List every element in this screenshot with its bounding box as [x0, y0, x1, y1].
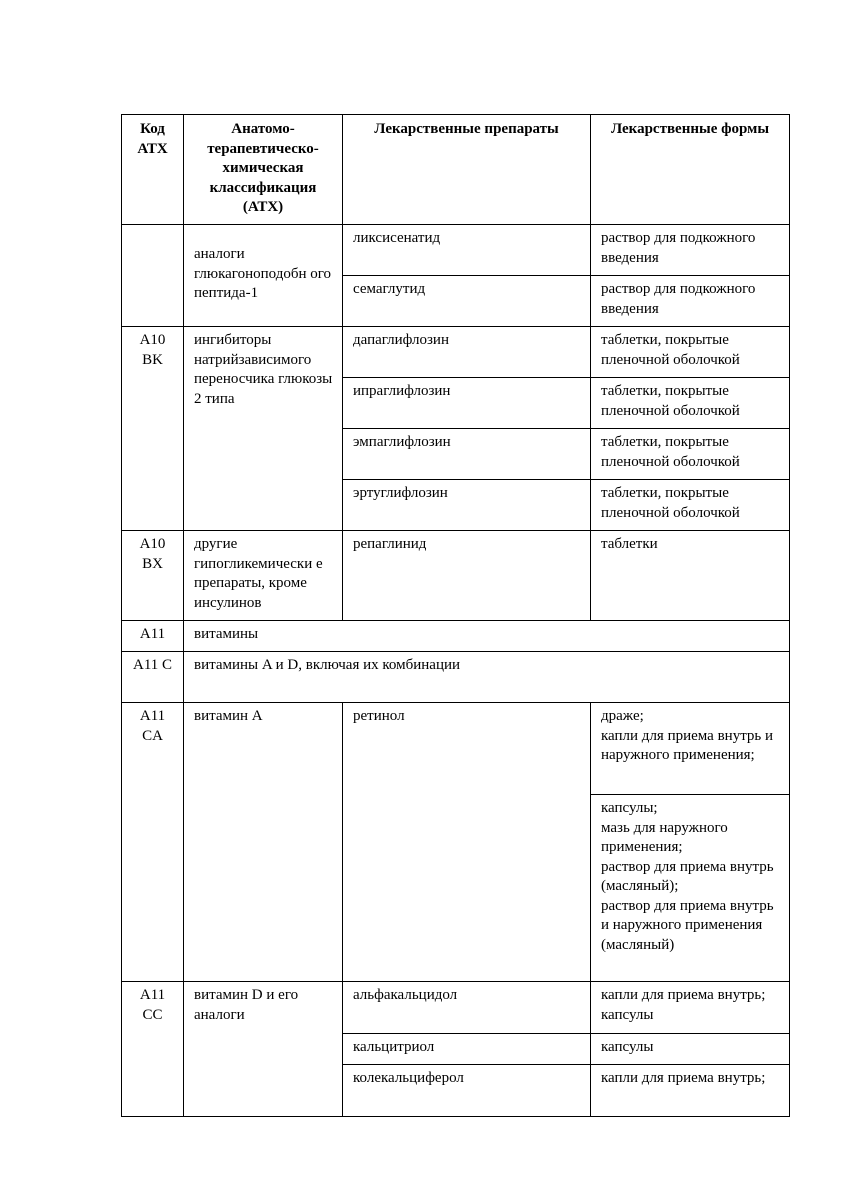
drug-name: ретинол [343, 703, 591, 982]
drug-form: таблетки, покрытые пленочной оболочкой [591, 429, 790, 480]
drug-name: колекальциферол [343, 1065, 591, 1117]
drug-form: раствор для подкожного введения [591, 276, 790, 327]
table-row [122, 225, 790, 276]
header-forms: Лекарственные формы [591, 115, 790, 225]
document-page [121, 114, 789, 1117]
table-row [122, 621, 790, 652]
atc-code: A11 C [122, 652, 184, 703]
table-row [122, 982, 790, 1034]
table-row [122, 652, 790, 703]
drug-form: таблетки, покрытые пленочной оболочкой [591, 480, 790, 531]
drug-name: ипраглифлозин [343, 378, 591, 429]
atc-group: витамины [184, 621, 790, 652]
drug-form: капсулы; [601, 800, 658, 816]
drug-form: драже; [601, 708, 644, 724]
table-row [122, 531, 790, 621]
drug-form: капли для приема внутрь; капсулы [591, 982, 790, 1034]
atc-group: ингибиторы натрийзависимого переносчика глюкозы 2 типа [184, 327, 343, 531]
atc-group: витамин D и его аналоги [184, 982, 343, 1117]
drug-form-list [591, 703, 790, 795]
table-row [122, 327, 790, 378]
drug-form: таблетки, покрытые пленочной оболочкой [591, 378, 790, 429]
header-drugs: Лекарственные препараты [343, 115, 591, 225]
drug-name: дапаглифлозин [343, 327, 591, 378]
drug-form: таблетки [591, 531, 790, 621]
atc-code: A10 BK [122, 327, 184, 531]
drug-table [121, 114, 790, 1117]
header-code: Код АТХ [122, 115, 184, 225]
atc-group: другие гипогликемически е препараты, кроме инсулинов [184, 531, 343, 621]
drug-name: репаглинид [343, 531, 591, 621]
drug-form: мазь для наружного применения; [601, 819, 728, 855]
drug-form: раствор для подкожного введения [591, 225, 790, 276]
drug-form: капли для приема внутрь и наружного применения; [601, 727, 774, 763]
table-header-row [122, 115, 790, 225]
drug-form: таблетки, покрытые пленочной оболочкой [591, 327, 790, 378]
atc-code: A10 BX [122, 531, 184, 621]
atc-group: аналоги глюкагоноподобн ого пептида-1 [184, 225, 343, 327]
drug-form: раствор для приема внутрь и наружного применения (масляный) [601, 897, 774, 953]
drug-name: семаглутид [343, 276, 591, 327]
atc-code: A11 CC [122, 982, 184, 1117]
drug-name: эмпаглифлозин [343, 429, 591, 480]
drug-form: капли для приема внутрь; [591, 1065, 790, 1117]
table-row [122, 703, 790, 795]
drug-name: эртуглифлозин [343, 480, 591, 531]
atc-group: витамин A [184, 703, 343, 982]
drug-name: кальцитриол [343, 1034, 591, 1065]
atc-group: витамины A и D, включая их комбинации [184, 652, 790, 703]
atc-code: A11 CA [122, 703, 184, 982]
atc-code [122, 225, 184, 327]
drug-form-list [591, 795, 790, 982]
atc-code: A11 [122, 621, 184, 652]
header-atc: Анатомо-терапевтическо-химическая классификация (АТХ) [184, 115, 343, 225]
drug-name: альфакальцидол [343, 982, 591, 1034]
drug-form: капсулы [591, 1034, 790, 1065]
drug-form: раствор для приема внутрь (масляный); [601, 858, 774, 894]
drug-name: ликсисенатид [343, 225, 591, 276]
